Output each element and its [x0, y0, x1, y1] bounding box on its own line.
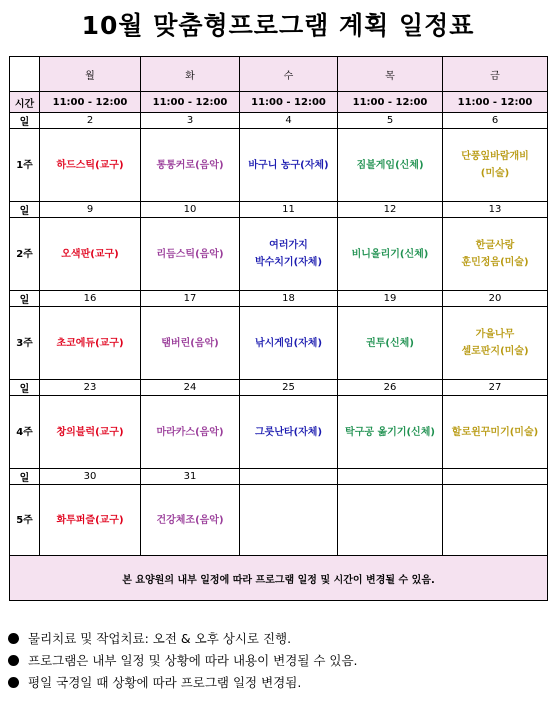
date-cell: 16: [40, 291, 141, 307]
time-cell-tue: 11:00 - 12:00: [141, 92, 240, 113]
date-cell: 19: [338, 291, 443, 307]
date-cell: 11: [240, 202, 338, 218]
day-header-thu: 목: [338, 57, 443, 92]
date-cell: 10: [141, 202, 240, 218]
date-cell: 24: [141, 380, 240, 396]
schedule-table: [9, 56, 548, 601]
week-label: 3주: [10, 307, 40, 380]
week-label: 2주: [10, 218, 40, 291]
activity-cell: 초코에듀(교구): [40, 307, 141, 380]
note-item: [8, 649, 548, 671]
date-cell: 13: [443, 202, 548, 218]
date-label: 일: [10, 202, 40, 218]
activity-cell: 건강체조(음악): [141, 485, 240, 556]
activity-cell: 한글사랑 훈민정음(미술): [443, 218, 548, 291]
date-cell: [443, 469, 548, 485]
date-cell: 30: [40, 469, 141, 485]
bullet-dot-icon: [8, 633, 19, 644]
activity-row-week5: [10, 485, 548, 556]
date-row-week4: [10, 380, 548, 396]
date-cell: 26: [338, 380, 443, 396]
date-label: 일: [10, 291, 40, 307]
activity-cell: [338, 485, 443, 556]
page-title: 10월 맞춤형프로그램 계획 일정표: [81, 11, 475, 40]
date-label: 일: [10, 469, 40, 485]
bullet-dot-icon: [8, 677, 19, 688]
date-cell: 23: [40, 380, 141, 396]
date-cell: 17: [141, 291, 240, 307]
day-header-wed: 수: [240, 57, 338, 92]
note-text: 물리치료 및 작업치료: 오전 & 오후 상시로 진행.: [28, 631, 292, 646]
time-label: 시간: [10, 92, 40, 113]
date-cell: 3: [141, 113, 240, 129]
note-text: 프로그램은 내부 일정 및 상황에 따라 내용이 변경될 수 있음.: [28, 653, 358, 668]
activity-cell: 통통커로(음악): [141, 129, 240, 202]
date-cell: 5: [338, 113, 443, 129]
date-cell: 25: [240, 380, 338, 396]
activity-cell: 화투퍼즐(교구): [40, 485, 141, 556]
time-cell-wed: 11:00 - 12:00: [240, 92, 338, 113]
notes-list: [8, 627, 548, 693]
day-header-row: [10, 57, 548, 92]
date-label: 일: [10, 113, 40, 129]
date-cell: 2: [40, 113, 141, 129]
activity-row-week3: [10, 307, 548, 380]
activity-cell: 오색판(교구): [40, 218, 141, 291]
date-row-week2: [10, 202, 548, 218]
date-cell: 31: [141, 469, 240, 485]
activity-cell: 여러가지 박수치기(자체): [240, 218, 338, 291]
date-cell: 4: [240, 113, 338, 129]
week-label: 4주: [10, 396, 40, 469]
activity-cell: 탬버린(음악): [141, 307, 240, 380]
notice-text: 본 요양원의 내부 일정에 따라 프로그램 일정 및 시간이 변경될 수 있음.: [10, 556, 548, 601]
day-header-mon: 월: [40, 57, 141, 92]
date-cell: 9: [40, 202, 141, 218]
week-label: 1주: [10, 129, 40, 202]
date-cell: 6: [443, 113, 548, 129]
activity-cell: [443, 485, 548, 556]
activity-cell: 바구니 농구(자체): [240, 129, 338, 202]
date-cell: [240, 469, 338, 485]
activity-row-week1: [10, 129, 548, 202]
date-row-week5: [10, 469, 548, 485]
note-item: [8, 627, 548, 649]
activity-cell: 비니올리기(신체): [338, 218, 443, 291]
date-cell: 18: [240, 291, 338, 307]
date-row-week1: [10, 113, 548, 129]
date-cell: 27: [443, 380, 548, 396]
note-item: [8, 671, 548, 693]
corner-cell: [10, 57, 40, 92]
activity-row-week2: [10, 218, 548, 291]
activity-cell: 마라카스(음악): [141, 396, 240, 469]
activity-cell: 그룻난타(자체): [240, 396, 338, 469]
week-label: 5주: [10, 485, 40, 556]
activity-cell: 짐볼게임(신체): [338, 129, 443, 202]
activity-cell: 탁구공 옮기기(신체): [338, 396, 443, 469]
activity-cell: 낚시게임(자체): [240, 307, 338, 380]
note-text: 평일 국경일 때 상황에 따라 프로그램 일정 변경됨.: [28, 675, 302, 690]
date-label: 일: [10, 380, 40, 396]
activity-cell: 가을나무 셀로판지(미술): [443, 307, 548, 380]
date-cell: 20: [443, 291, 548, 307]
activity-cell: 하드스틱(교구): [40, 129, 141, 202]
time-row: [10, 92, 548, 113]
activity-cell: [240, 485, 338, 556]
activity-cell: 단풍잎바람개비 (미술): [443, 129, 548, 202]
day-header-fri: 금: [443, 57, 548, 92]
date-cell: [338, 469, 443, 485]
date-row-week3: [10, 291, 548, 307]
activity-row-week4: [10, 396, 548, 469]
time-cell-fri: 11:00 - 12:00: [443, 92, 548, 113]
day-header-tue: 화: [141, 57, 240, 92]
bullet-dot-icon: [8, 655, 19, 666]
activity-cell: 리듬스틱(음악): [141, 218, 240, 291]
activity-cell: 할로윈꾸미기(미술): [443, 396, 548, 469]
time-cell-thu: 11:00 - 12:00: [338, 92, 443, 113]
activity-cell: 창의블럭(교구): [40, 396, 141, 469]
notice-row: [10, 556, 548, 601]
date-cell: 12: [338, 202, 443, 218]
activity-cell: 권투(신체): [338, 307, 443, 380]
time-cell-mon: 11:00 - 12:00: [40, 92, 141, 113]
